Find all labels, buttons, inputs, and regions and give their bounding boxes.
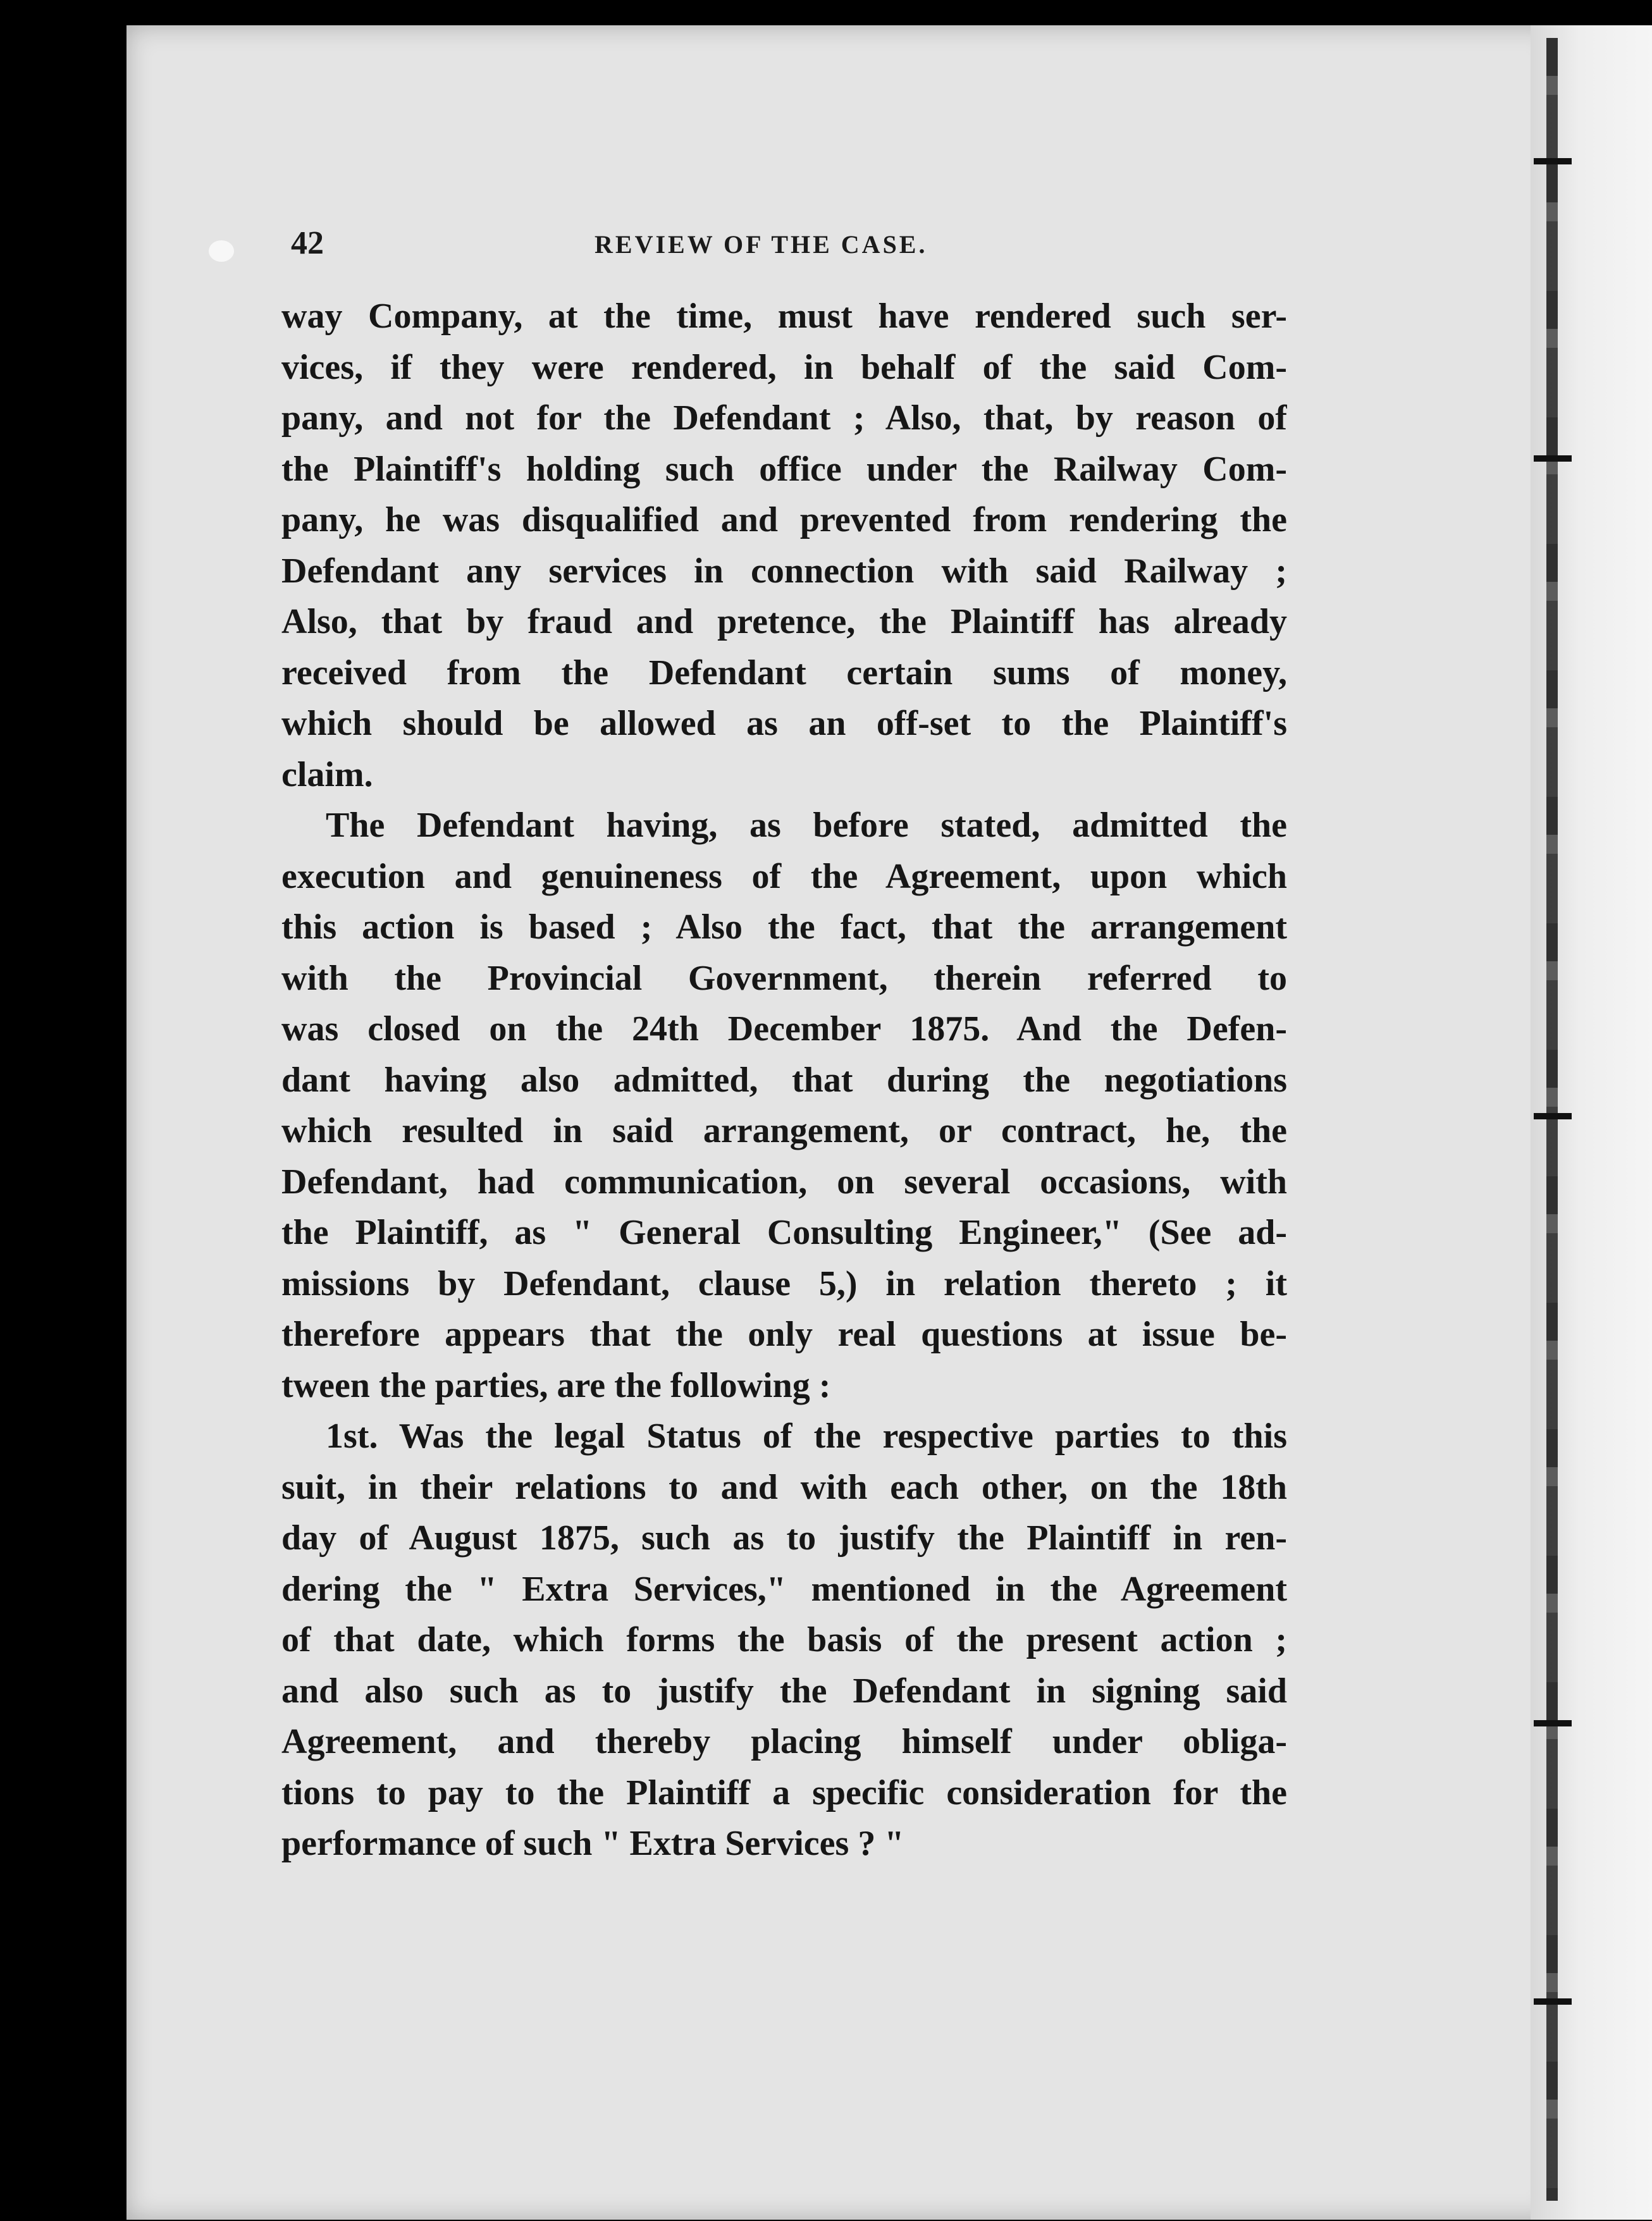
text-line: vices, if they were rendered, in behalf of the said Com- xyxy=(281,347,1287,387)
text-line: Agreement, and thereby placing himself under obliga- xyxy=(281,1722,1287,1761)
text-line: which resulted in said arrangement, or contract, he, the xyxy=(281,1111,1287,1150)
page-header xyxy=(291,225,1278,269)
text-line: the Plaintiff, as " General Consulting Engineer," (See ad- xyxy=(281,1213,1287,1252)
text-line: with the Provincial Government, therein referred to xyxy=(281,958,1287,998)
text-line: pany, and not for the Defendant ; Also, that, by reason of xyxy=(281,398,1287,438)
text-line: was closed on the 24th December 1875. And the Defen- xyxy=(281,1009,1287,1049)
binding-stitch xyxy=(1534,1720,1572,1726)
text-line: suit, in their relations to and with each other, on the 18th xyxy=(281,1467,1287,1507)
text-line: received from the Defendant certain sums of money, xyxy=(281,653,1287,692)
text-line: dering the " Extra Services," mentioned in the Agreement xyxy=(281,1569,1287,1609)
text-line: this action is based ; Also the fact, that the arrangement xyxy=(281,907,1287,947)
running-head: REVIEW OF THE CASE. xyxy=(595,230,928,259)
text-line: day of August 1875, such as to justify the Plaintiff in ren- xyxy=(281,1518,1287,1558)
text-line: The Defendant having, as before stated, admitted the xyxy=(326,806,1287,845)
text-line: therefore appears that the only real questions at issue be- xyxy=(281,1315,1287,1354)
text-line: tween the parties, are the following : xyxy=(281,1365,831,1405)
text-line: way Company, at the time, must have rendered such ser- xyxy=(281,297,1287,336)
paper-blemish xyxy=(209,240,234,262)
text-line: Also, that by fraud and pretence, the Plaintiff has already xyxy=(281,602,1287,641)
binding-stitch xyxy=(1534,455,1572,462)
text-line: which should be allowed as an off-set to the Plaintiff's xyxy=(281,704,1287,743)
text-line: and also such as to justify the Defendant in signing said xyxy=(281,1671,1287,1711)
text-line: claim. xyxy=(281,754,373,794)
page-number: 42 xyxy=(291,225,324,261)
text-line: Defendant, had communication, on several occasions, with xyxy=(281,1162,1287,1202)
text-line: dant having also admitted, that during the negotiations xyxy=(281,1060,1287,1100)
binding-stitch xyxy=(1534,158,1572,164)
text-line: pany, he was disqualified and prevented from rendering the xyxy=(281,500,1287,539)
text-line: of that date, which forms the basis of the present action ; xyxy=(281,1620,1287,1659)
text-line: missions by Defendant, clause 5,) in relation thereto ; it xyxy=(281,1264,1287,1303)
text-line: execution and genuineness of the Agreement, upon which xyxy=(281,856,1287,896)
text-line: tions to pay to the Plaintiff a specific consideration for the xyxy=(281,1773,1287,1812)
text-line: the Plaintiff's holding such office under the Railway Com- xyxy=(281,449,1287,489)
binding-stitch xyxy=(1534,1113,1572,1119)
text-line: Defendant any services in connection with said Railway ; xyxy=(281,551,1287,591)
text-line: performance of such " Extra Services ? " xyxy=(281,1824,904,1863)
binding-stitch xyxy=(1534,1998,1572,2005)
text-line: 1st. Was the legal Status of the respective parties to this xyxy=(326,1417,1287,1456)
binding-gutter xyxy=(1546,38,1558,2201)
body-text xyxy=(281,291,1287,1869)
